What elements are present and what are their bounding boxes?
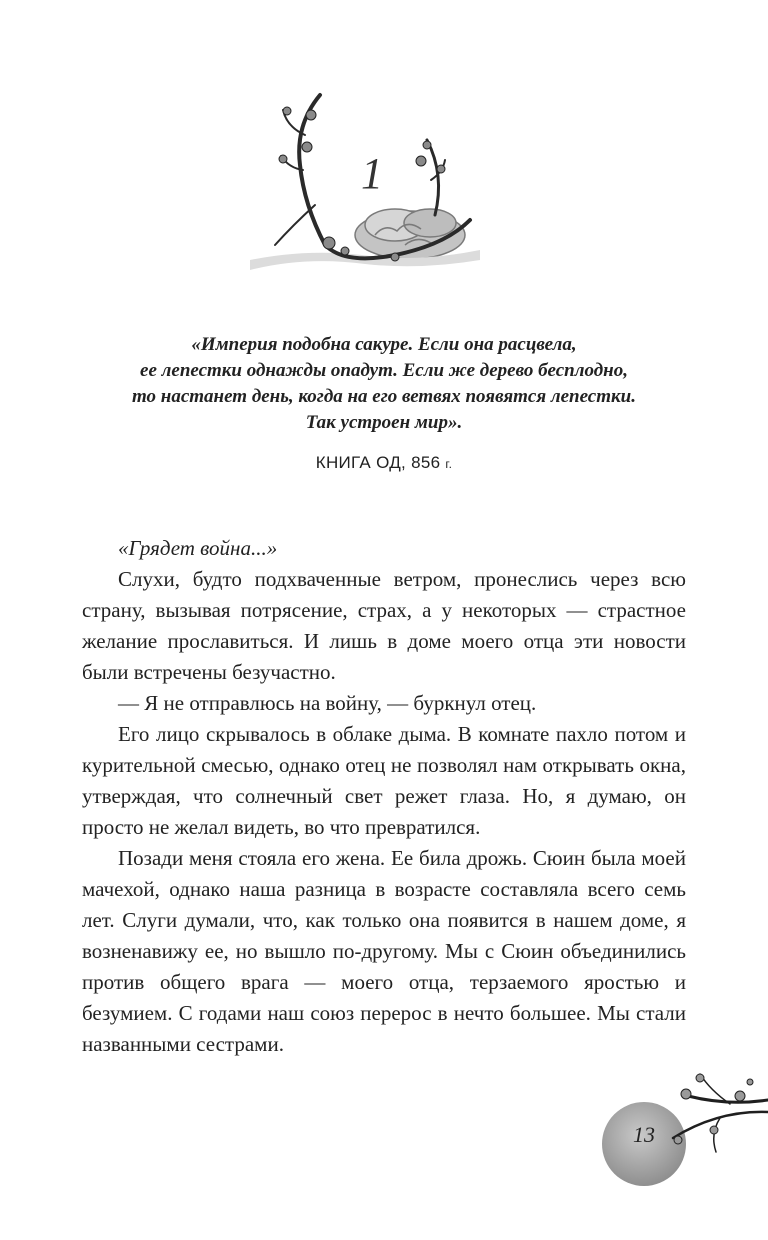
page-number: 13 (633, 1122, 655, 1147)
epigraph-line: «Империя подобна сакуре. Если она расцвела, (191, 334, 577, 355)
epigraph-line: то настанет день, когда на его ветвях появятся лепестки. (132, 386, 636, 407)
chapter-number: 1 (361, 149, 383, 198)
opening-line: «Грядет война...» (118, 536, 278, 560)
epigraph-source-suffix: г. (445, 457, 453, 471)
epigraph-line: ее лепестки однажды опадут. Если же дерево бесплодно, (140, 360, 628, 381)
chapter-body (82, 533, 686, 1060)
corner-branch (673, 1074, 768, 1152)
paragraph: — Я не отправлюсь на войну, — буркнул отец. (118, 691, 537, 715)
paragraph: Слухи, будто подхваченные ветром, пронеслись через всю страну, вызывая потрясение, страх, а у некоторых — страстное желание прославиться. И лишь в доме моего отца эти новости были встречены безучастно. (82, 567, 686, 684)
corner-blossoms (674, 1074, 753, 1144)
paragraph: Его лицо скрывалось в облаке дыма. В комнате пахло потом и курительной смесью, однако отец не позволял нам открывать окна, утверждая, что солнечный свет режет глаза. Но, я думаю, он просто не желал видеть, во что превратился. (82, 722, 686, 839)
epigraph-source-title: КНИГА ОД, 856 (315, 453, 441, 472)
epigraph (84, 332, 684, 436)
epigraph-line: Так устроен мир». (305, 412, 463, 433)
paragraph: Позади меня стояла его жена. Ее била дрожь. Сюин была моей мачехой, однако наша разница в возрасте составляла всего семь лет. Слуги думали, что, как только она появится в нашем доме, я возненавижу ее, но вышло по-другому. Мы с Сюин объединились против общего врага — моего отца, терзаемого яростью и безумием. С годами наш союз перерос в нечто большее. Мы стали названными сестрами. (82, 846, 686, 1056)
epigraph-source (84, 453, 684, 473)
